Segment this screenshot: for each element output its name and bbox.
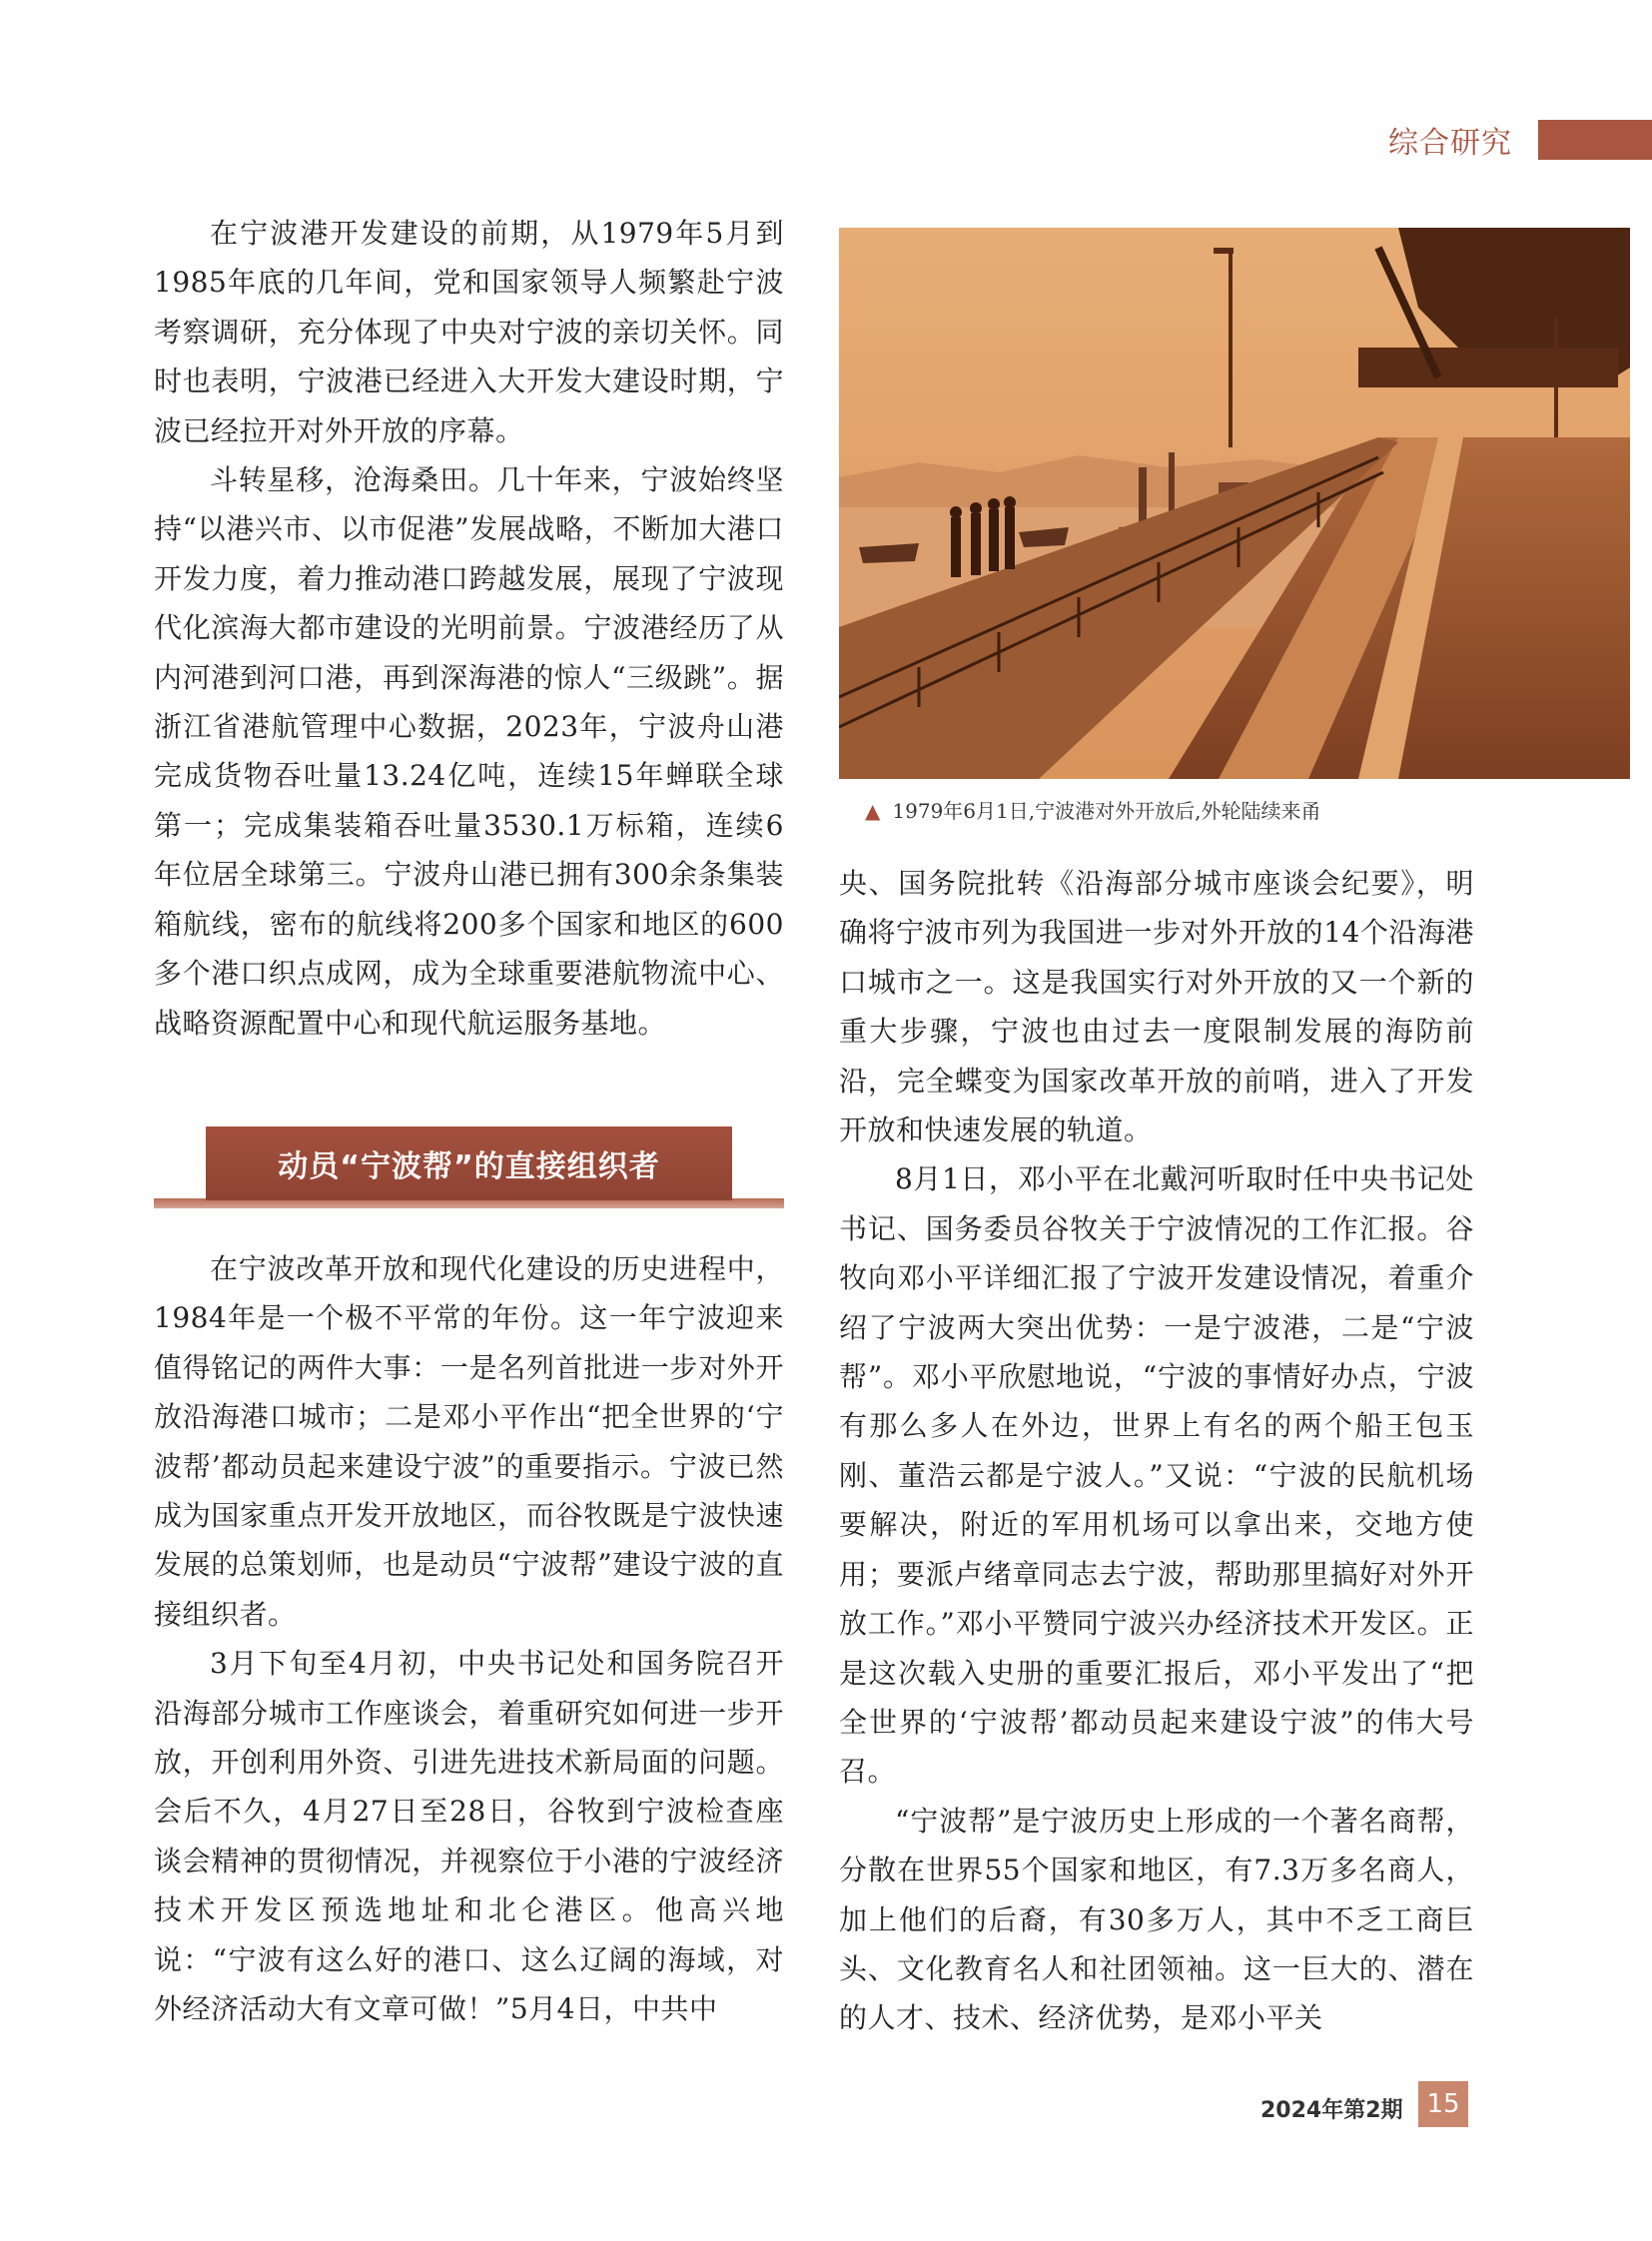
harbor-photo bbox=[839, 228, 1630, 779]
paragraph: 央、国务院批转《沿海部分城市座谈会纪要》，明确将宁波市列为我国进一步对外开放的14个沿海港口城市之一。这是我国实行对外开放的又一个新的重大步骤，宁波也由过去一度限制发展的海防前沿，完全蝶变为国家改革开放的前哨，进入了开发开放和快速发展的轨道。 bbox=[839, 867, 1474, 1147]
right-column bbox=[839, 859, 1474, 2043]
triangle-icon: ▲ bbox=[865, 799, 881, 823]
paragraph: “宁波帮”是宁波历史上形成的一个著名商帮，分散在世界55个国家和地区，有7.3万多名商人，加上他们的后裔，有30多万人，其中不乏工商巨头、文化教育名人和社团领袖。这一巨大的、潜在的人才、技术、经济优势，是邓小平关 bbox=[839, 1804, 1474, 2035]
heading-box bbox=[206, 1126, 732, 1200]
section-label: 综合研究 bbox=[1388, 126, 1512, 161]
issue-label: 2024年第2期 bbox=[1260, 2098, 1403, 2123]
section-heading: 动员“宁波帮”的直接组织者 bbox=[278, 1149, 660, 1184]
section-heading-bar bbox=[154, 1126, 784, 1208]
left-column-top bbox=[154, 209, 784, 1048]
page-number: 15 bbox=[1418, 2081, 1468, 2127]
paragraph: 8月1日，邓小平在北戴河听取时任中央书记处书记、国务委员谷牧关于宁波情况的工作汇报。谷牧向邓小平详细汇报了宁波开发建设情况，着重介绍了宁波两大突出优势：一是宁波港，二是“宁波帮”。邓小平欣慰地说，“宁波的事情好办点，宁波有那么多人在外边，世界上有名的两个船王包玉刚、董浩云都是宁波人。”又说：“宁波的民航机场要解决，附近的军用机场可以拿出来，交地方使用；要派卢绪章同志去宁波，帮助那里搞好对外开放工作。”邓小平赞同宁波兴办经济技术开发区。正是这次载入史册的重要汇报后，邓小平发出了“把全世界的‘宁波帮’都动员起来建设宁波”的伟大号召。 bbox=[839, 1162, 1474, 1789]
paragraph: 在宁波改革开放和现代化建设的历史进程中，1984年是一个极不平常的年份。这一年宁波迎来值得铭记的两件大事：一是名列首批进一步对外开放沿海港口城市；二是邓小平作出“把全世界的‘宁波帮’都动员起来建设宁波”的重要指示。宁波已然成为国家重点开发开放地区，而谷牧既是宁波快速发展的总策划师，也是动员“宁波帮”建设宁波的直接组织者。 bbox=[154, 1252, 784, 1631]
section-color-block bbox=[1538, 120, 1652, 160]
paragraph: 在宁波港开发建设的前期，从1979年5月到1985年底的几年间，党和国家领导人频繁赴宁波考察调研，充分体现了中央对宁波的亲切关怀。同时也表明，宁波港已经进入大开发大建设时期，宁波已经拉开对外开放的序幕。 bbox=[154, 217, 784, 447]
caption-text: 1979年6月1日,宁波港对外开放后,外轮陆续来甬 bbox=[892, 799, 1321, 823]
left-column-bottom bbox=[154, 1244, 784, 2034]
paragraph: 3月下旬至4月初，中央书记处和国务院召开沿海部分城市工作座谈会，着重研究如何进一步开放，开创利用外资、引进先进技术新局面的问题。会后不久，4月27日至28日，谷牧到宁波检查座谈会精神的贯彻情况，并视察位于小港的宁波经济技术开发区预选地址和北仑港区。他高兴地说：“宁波有这么好的港口、这么辽阔的海域，对外经济活动大有文章可做！”5月4日，中共中 bbox=[154, 1647, 784, 2026]
paragraph: 斗转星移，沧海桑田。几十年来，宁波始终坚持“以港兴市、以市促港”发展战略，不断加大港口开发力度，着力推动港口跨越发展，展现了宁波现代化滨海大都市建设的光明前景。宁波港经历了从内河港到河口港，再到深海港的惊人“三级跳”。据浙江省港航管理中心数据，2023年，宁波舟山港完成货物吞吐量13.24亿吨，连续15年蝉联全球第一；完成集装箱吞吐量3530.1万标箱，连续6年位居全球第三。宁波舟山港已拥有300余条集装箱航线，密布的航线将200多个国家和地区的600多个港口织点成网，成为全球重要港航物流中心、战略资源配置中心和现代航运服务基地。 bbox=[154, 463, 784, 1040]
photo-caption bbox=[865, 795, 1320, 824]
